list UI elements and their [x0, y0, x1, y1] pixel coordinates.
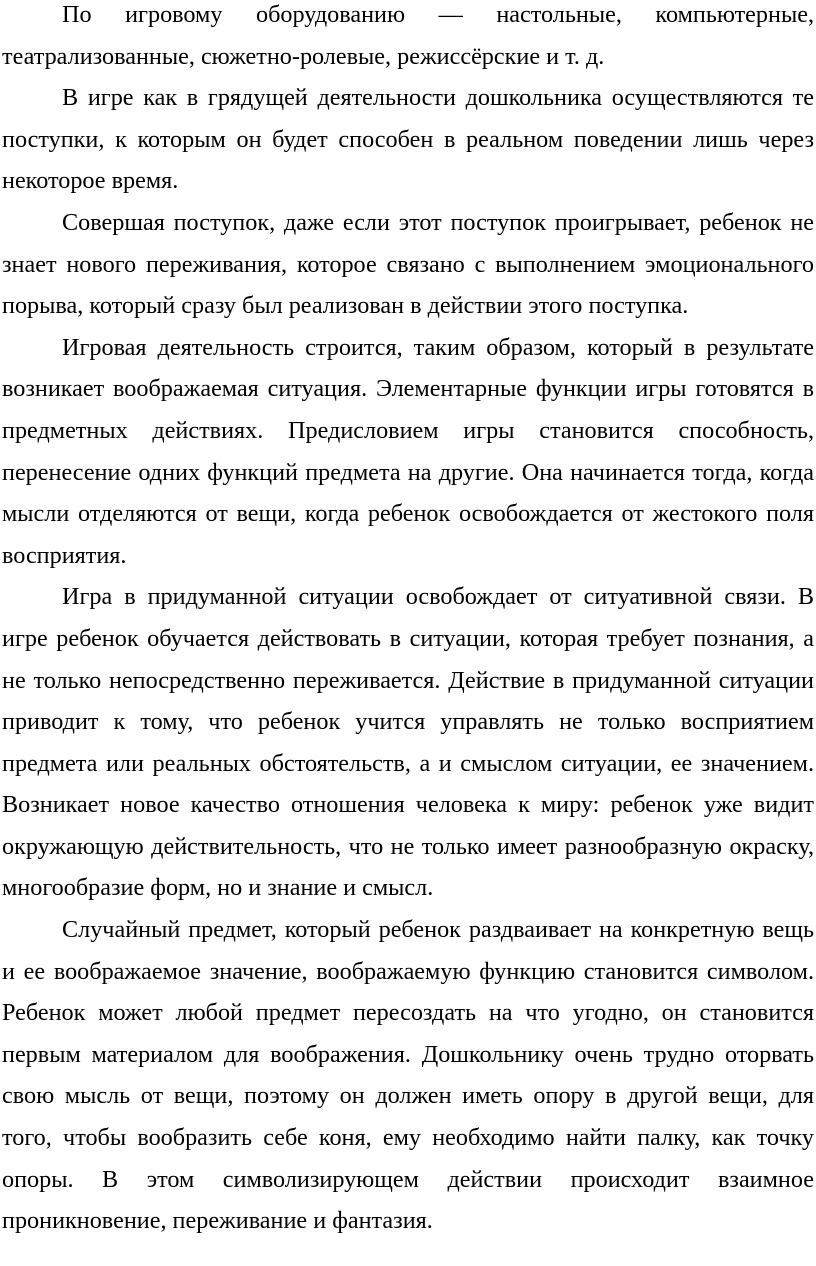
paragraph-new-experience: Совершая поступок, даже если этот поступок проигрывает, ребенок не знает нового переживания, которое связано с выполнением эмоционального порыва, который сразу был реализован в действии этого поступка. — [2, 208, 814, 320]
paragraph-situational-freedom: Игра в придуманной ситуации освобождает от ситуативной связи. В игре ребенок обучается действовать в ситуации, которая требует познания, а не только непосредственно переживается. Действие в придуманной ситуации приводит к тому, что ребенок учится управлять не только восприятием предмета или реальных обстоятельств, а и смыслом ситуации, ее значением. Возникает новое качество отношения человека к миру: ребенок уже видит окружающую действительность, что не только имеет разнообразную окраску, многообразие форм, но и знание и смысл. — [2, 583, 814, 902]
paragraph-future-activity: В игре как в грядущей деятельности дошкольника осуществляются те поступки, к которым он будет способен в реальном поведении лишь через некоторое время. — [2, 84, 814, 195]
paragraph-symbolic-object: Случайный предмет, который ребенок раздваивает на конкретную вещь и ее воображаемое значение, воображаемую функцию становится символом. Ребенок может любой предмет пересоздать на что угодно, он становится первым материалом для воображения. Дошкольнику очень трудно оторвать свою мысль от вещи, поэтому он должен иметь опору в другой вещи, для того, чтобы вообразить себе коня, ему необходимо найти палку, как точку опоры. В этом символизирующем действии происходит взаимное проникновение, переживание и фантазия. — [2, 916, 814, 1235]
paragraph-imaginary-situation: Игровая деятельность строится, таким образом, который в результате возникает воображаемая ситуация. Элементарные функции игры готовятся в предметных действиях. Предисловием игры становится способность, перенесение одних функций предмета на другие. Она начинается тогда, когда мысли отделяются от вещи, когда ребенок освобождается от жестокого поля восприятия. — [2, 333, 814, 569]
paragraph-game-equipment: По игровому оборудованию — настольные, компьютерные, театрализованные, сюжетно-ролевые, режиссёрские и т. д. — [2, 1, 814, 70]
